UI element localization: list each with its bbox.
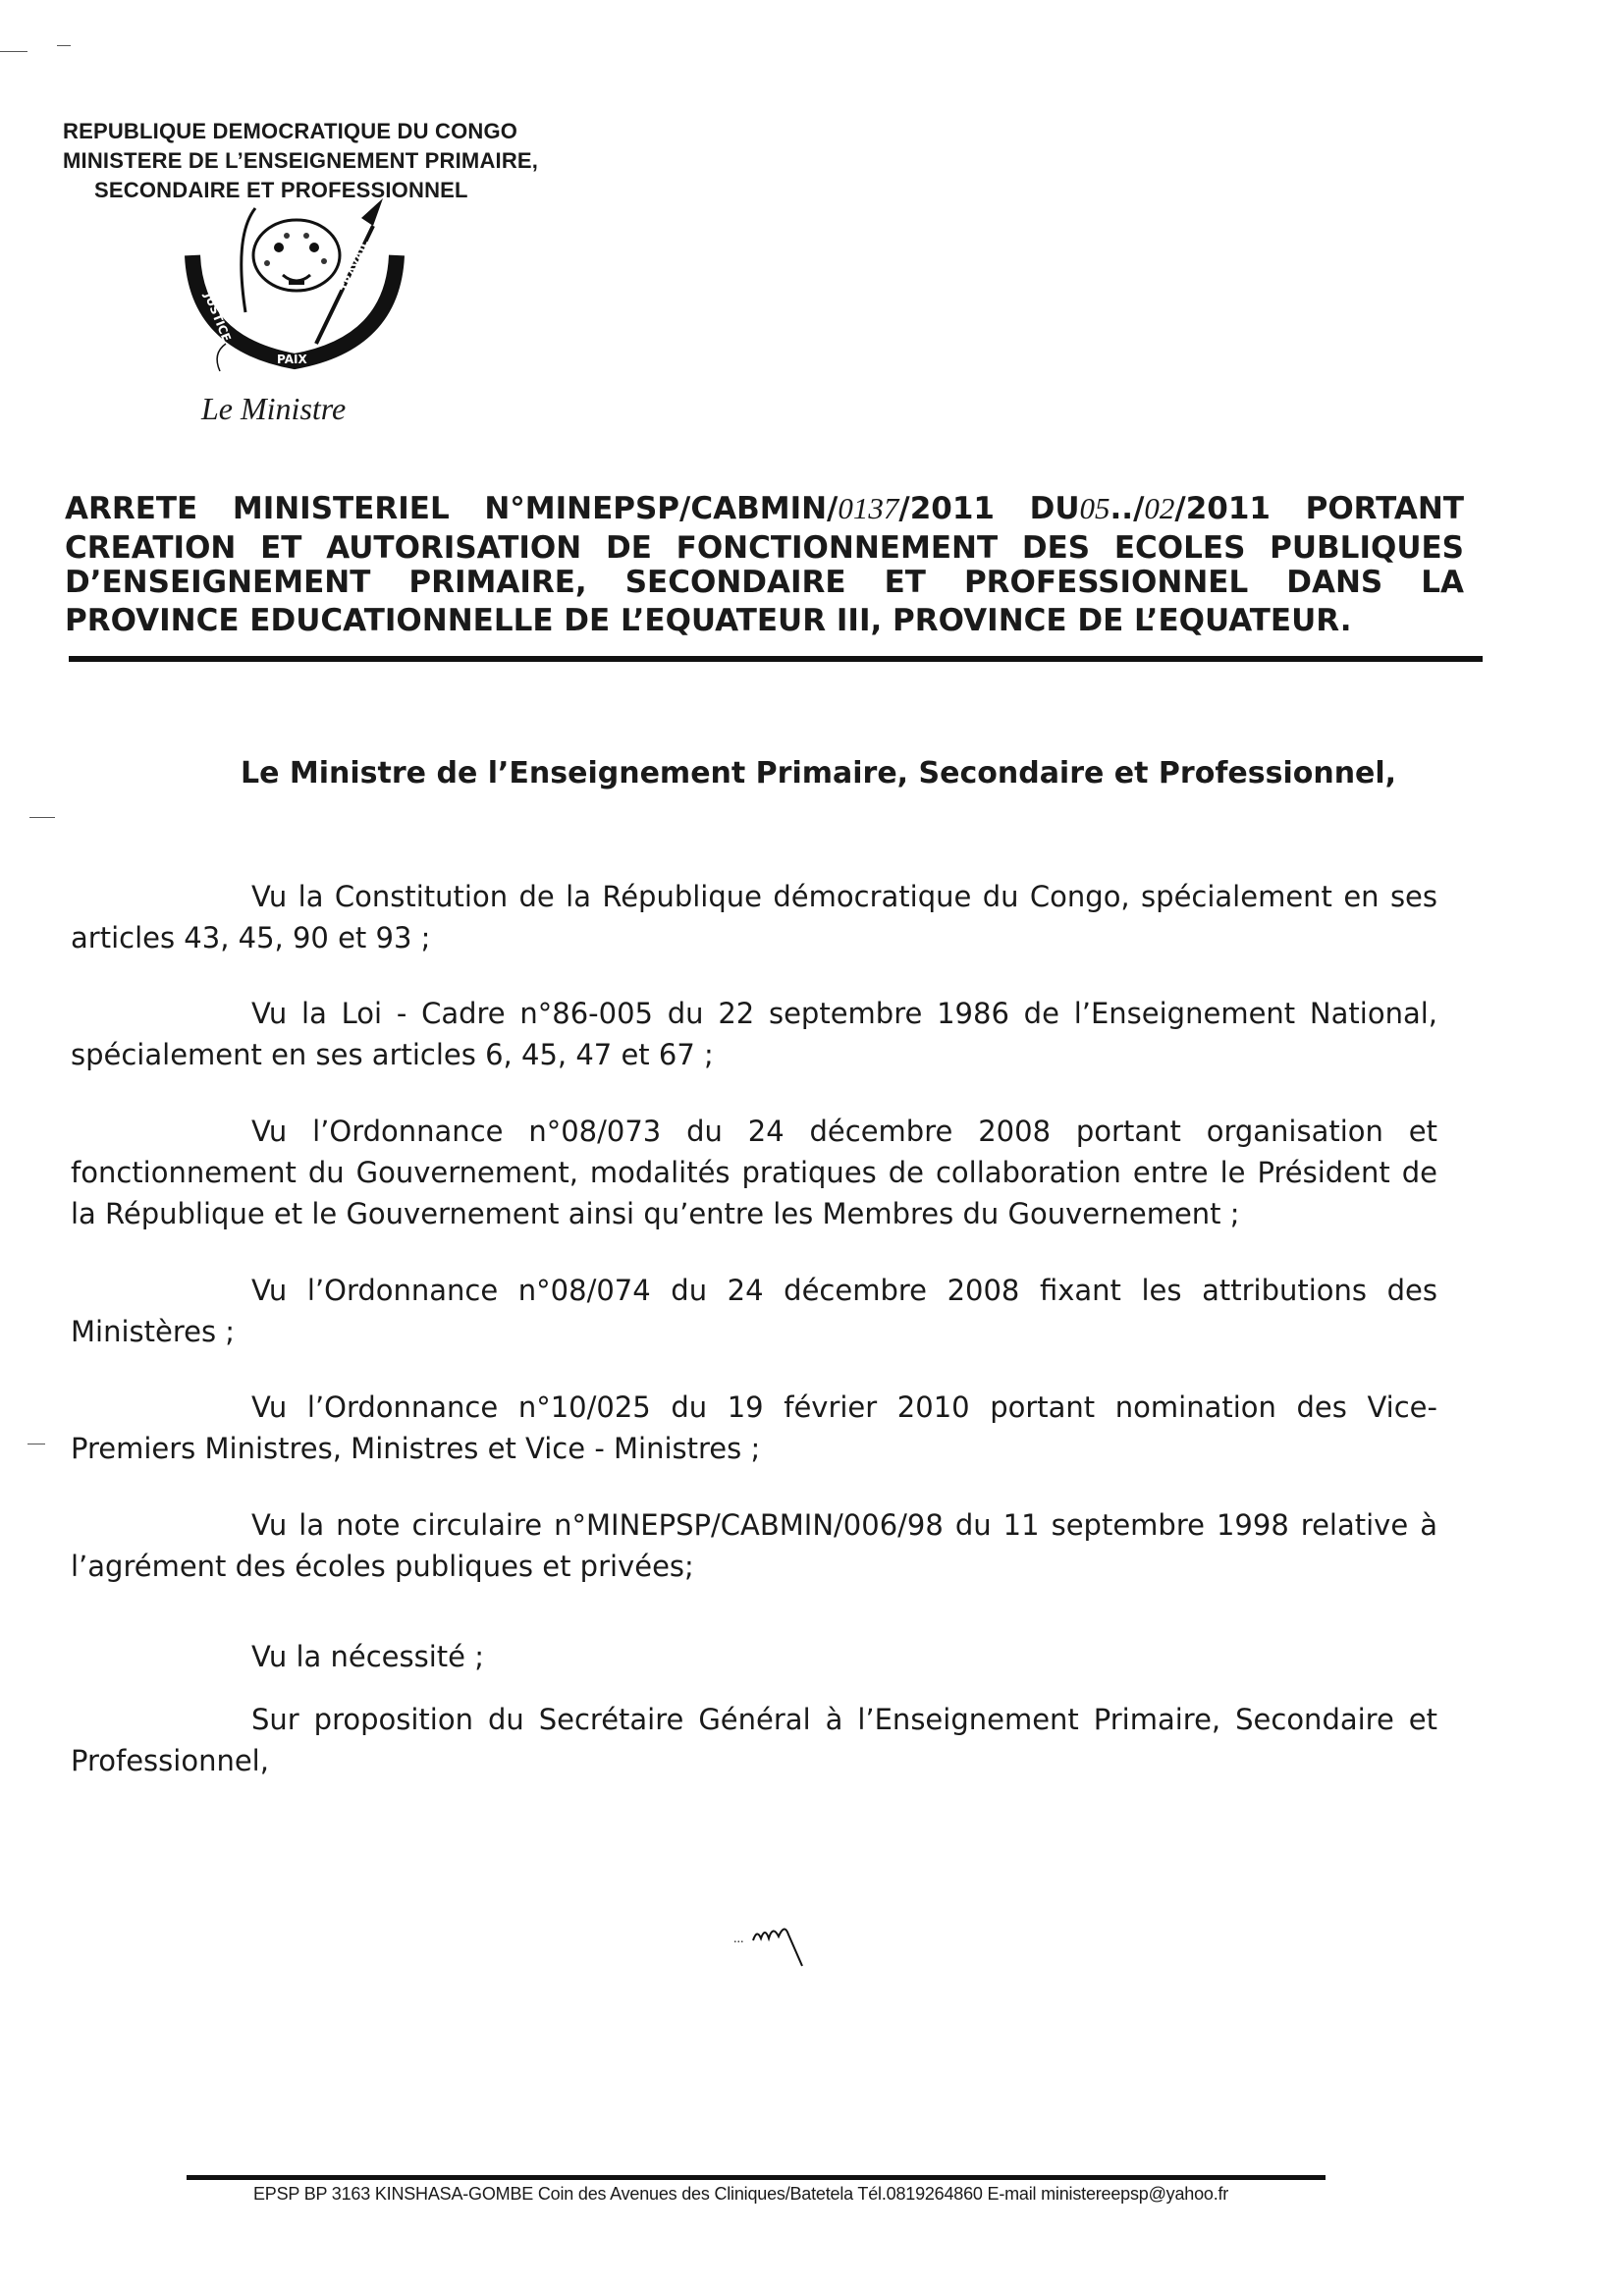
svg-text:...: ... — [733, 1932, 744, 1946]
svg-text:TRAVAIL: TRAVAIL — [338, 238, 372, 295]
handwritten-initials — [731, 1915, 820, 1984]
handwritten-decree-number: 0137 — [838, 491, 899, 525]
coat-of-arms-emblem — [177, 196, 432, 383]
considerant-paragraph: Vu la Loi - Cadre n°86-005 du 22 septembre 1986 de l’Enseignement National, spécialement en ses articles 6, 45, 47 et 67 ; — [71, 997, 1437, 1071]
footer-contact: EPSP BP 3163 KINSHASA-GOMBE Coin des Avenues des Cliniques/Batetela Tél.0819264860 E-mail ministereepsp@yahoo.fr — [253, 2184, 1229, 2204]
considerant-paragraph: Vu l’Ordonnance n°08/073 du 24 décembre 2008 portant organisation et fonctionnement du Gouvernement, modalités pratiques de collaboration entre le Président de la République et le Gouvernement ainsi qu’entre les Membres du Gouvernement ; — [71, 1115, 1437, 1230]
svg-text:JUSTICE: JUSTICE — [201, 290, 234, 344]
header-ministry: MINISTERE DE L’ENSEIGNEMENT PRIMAIRE, — [63, 148, 539, 173]
leopard-head-icon — [253, 220, 340, 291]
considerant-paragraph: Vu la note circulaire n°MINEPSP/CABMIN/006/98 du 11 septembre 1998 relative à l’agrément des écoles publiques et privées; — [71, 1508, 1437, 1583]
decree-title-line-1: ARRETE MINISTERIEL N°MINEPSP/CABMIN/0137/2011 DU05../02/2011 PORTANT — [65, 491, 1464, 526]
preamble: Le Ministre de l’Enseignement Primaire, Secondaire et Professionnel, — [241, 756, 1397, 790]
header-ministry-cont: SECONDAIRE ET PROFESSIONNEL — [94, 178, 468, 202]
handwritten-day: 05 — [1079, 491, 1110, 525]
footer-divider — [187, 2175, 1326, 2180]
considerant-paragraph: Sur proposition du Secrétaire Général à l’Enseignement Primaire, Secondaire et Professionnel, — [71, 1703, 1437, 1777]
considerant-paragraph: Vu l’Ordonnance n°08/074 du 24 décembre 2008 fixant les attributions des Ministères ; — [71, 1274, 1437, 1348]
decree-title-line-3: D’ENSEIGNEMENT PRIMAIRE, SECONDAIRE ET PROFESSIONNEL DANS LA — [65, 565, 1464, 600]
header-country: REPUBLIQUE DEMOCRATIQUE DU CONGO — [63, 119, 518, 143]
considerant-paragraph: Vu la nécessité ; — [251, 1640, 484, 1673]
considerant-paragraph: Vu l’Ordonnance n°10/025 du 19 février 2010 portant nomination des Vice-Premiers Ministres, Ministres et Vice - Ministres ; — [71, 1390, 1437, 1465]
decree-title-line-2: CREATION ET AUTORISATION DE FONCTIONNEMENT DES ECOLES PUBLIQUES — [65, 530, 1464, 566]
title-divider — [69, 656, 1483, 662]
svg-text:PAIX: PAIX — [277, 353, 307, 366]
handwritten-month: 02 — [1144, 491, 1175, 525]
minister-signature-label: Le Ministre — [201, 391, 347, 426]
considerant-paragraph: Vu la Constitution de la République démocratique du Congo, spécialement en ses articles 43, 45, 90 et 93 ; — [71, 880, 1437, 954]
decree-title-line-4: PROVINCE EDUCATIONNELLE DE L’EQUATEUR III, PROVINCE DE L’EQUATEUR. — [65, 603, 1352, 638]
